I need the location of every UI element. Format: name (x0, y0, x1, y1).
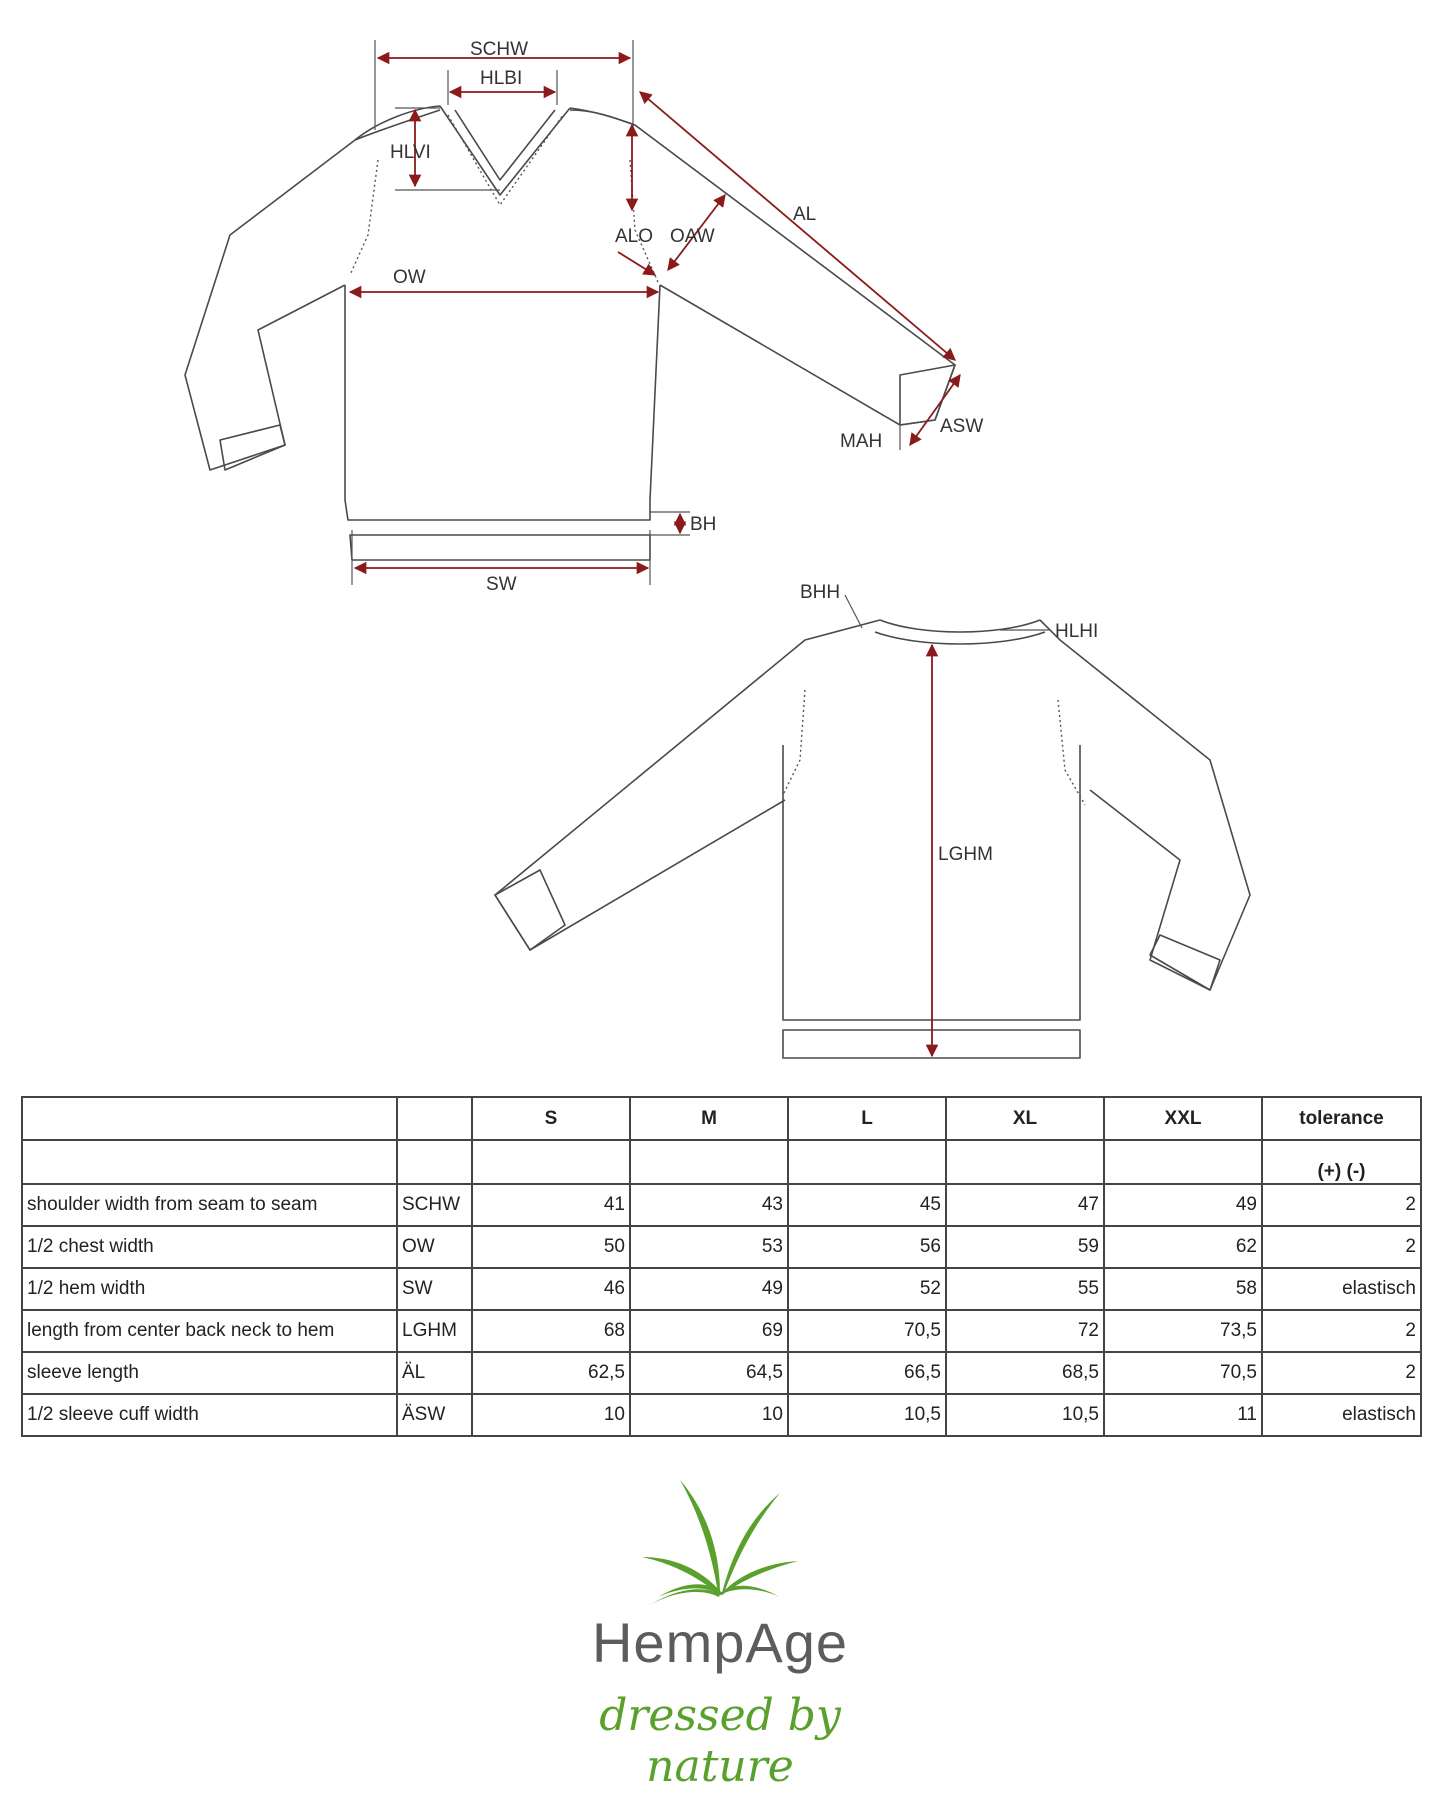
row-label: 1/2 sleeve cuff width (22, 1394, 397, 1436)
row-code: SCHW (397, 1184, 472, 1226)
cell-value: 69 (630, 1310, 788, 1352)
cell-value: 53 (630, 1226, 788, 1268)
row-code: ÄSW (397, 1394, 472, 1436)
cell-tolerance: 2 (1262, 1226, 1421, 1268)
cell-value: 41 (472, 1184, 630, 1226)
hemp-leaf-icon (640, 1475, 800, 1605)
header-empty-label (22, 1097, 397, 1140)
cell-value: 58 (1104, 1268, 1262, 1310)
cell-value: 49 (1104, 1184, 1262, 1226)
header-size-s: S (472, 1097, 630, 1140)
table-row (22, 1352, 1421, 1394)
table-row (22, 1268, 1421, 1310)
back-sweater-drawing (495, 620, 1250, 1058)
cell-value: 10,5 (946, 1394, 1104, 1436)
cell-tolerance: elastisch (1262, 1394, 1421, 1436)
label-oaw: OAW (670, 226, 715, 247)
brand-name: HempAge (591, 1611, 849, 1674)
label-al: AL (793, 204, 817, 225)
label-asw: ASW (940, 416, 984, 437)
cell-value: 70,5 (1104, 1352, 1262, 1394)
back-labels (800, 582, 1098, 865)
label-hlhi: HLHI (1055, 621, 1099, 642)
cell-value: 73,5 (1104, 1310, 1262, 1352)
table-row (22, 1226, 1421, 1268)
table-header-row (22, 1097, 1421, 1140)
row-code: LGHM (397, 1310, 472, 1352)
cell-value: 68,5 (946, 1352, 1104, 1394)
header-tolerance-sub: (+) (-) (1262, 1140, 1421, 1184)
brand-tagline: dressed by nature (599, 1690, 841, 1792)
row-code: SW (397, 1268, 472, 1310)
label-bh: BH (690, 514, 717, 535)
row-label: shoulder width from seam to seam (22, 1184, 397, 1226)
label-schw: SCHW (470, 39, 529, 60)
cell-value: 72 (946, 1310, 1104, 1352)
header-size-m: M (630, 1097, 788, 1140)
label-alo: ALO (615, 226, 654, 247)
cell-tolerance: 2 (1262, 1310, 1421, 1352)
row-code: OW (397, 1226, 472, 1268)
back-measure-lines (845, 595, 1050, 1056)
cell-value: 55 (946, 1268, 1104, 1310)
header-size-xl: XL (946, 1097, 1104, 1140)
cell-value: 52 (788, 1268, 946, 1310)
cell-tolerance: 2 (1262, 1352, 1421, 1394)
header-size-l: L (788, 1097, 946, 1140)
label-hlvi: HLVI (390, 142, 431, 163)
label-bhh: BHH (800, 582, 841, 603)
cell-tolerance: elastisch (1262, 1268, 1421, 1310)
label-lghm: LGHM (938, 844, 993, 865)
cell-value: 10 (472, 1394, 630, 1436)
row-label: 1/2 chest width (22, 1226, 397, 1268)
row-label: 1/2 hem width (22, 1268, 397, 1310)
size-chart-table (21, 1096, 1422, 1437)
brand-logo (560, 1470, 880, 1792)
front-sweater-drawing (185, 106, 955, 560)
cell-value: 43 (630, 1184, 788, 1226)
table-row (22, 1184, 1421, 1226)
cell-value: 45 (788, 1184, 946, 1226)
table-subheader-row (22, 1140, 1421, 1184)
row-label: length from center back neck to hem (22, 1310, 397, 1352)
header-empty-code (397, 1097, 472, 1140)
header-tolerance: tolerance (1262, 1097, 1421, 1140)
row-code: ÄL (397, 1352, 472, 1394)
cell-value: 56 (788, 1226, 946, 1268)
table-row (22, 1394, 1421, 1436)
cell-value: 64,5 (630, 1352, 788, 1394)
table-row (22, 1310, 1421, 1352)
cell-value: 62,5 (472, 1352, 630, 1394)
header-size-xxl: XXL (1104, 1097, 1262, 1140)
cell-value: 59 (946, 1226, 1104, 1268)
cell-value: 10 (630, 1394, 788, 1436)
label-sw: SW (486, 574, 517, 595)
cell-value: 10,5 (788, 1394, 946, 1436)
cell-value: 46 (472, 1268, 630, 1310)
cell-tolerance: 2 (1262, 1184, 1421, 1226)
cell-value: 50 (472, 1226, 630, 1268)
row-label: sleeve length (22, 1352, 397, 1394)
cell-value: 70,5 (788, 1310, 946, 1352)
cell-value: 68 (472, 1310, 630, 1352)
cell-value: 66,5 (788, 1352, 946, 1394)
cell-value: 47 (946, 1184, 1104, 1226)
label-ow: OW (393, 267, 426, 288)
cell-value: 11 (1104, 1394, 1262, 1436)
cell-value: 49 (630, 1268, 788, 1310)
cell-value: 62 (1104, 1226, 1262, 1268)
label-hlbi: HLBI (480, 68, 523, 89)
label-mah: MAH (840, 431, 883, 452)
front-measure-lines (350, 40, 960, 585)
